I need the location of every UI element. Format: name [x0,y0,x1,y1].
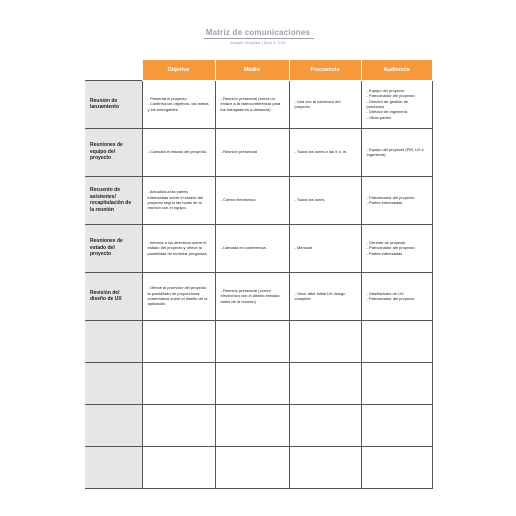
empty-table-cell [361,404,432,446]
cell-text: - Otras partes [366,114,391,120]
cell-text: - Mensual [294,245,313,251]
cell-text: - Confirma los objetivos, las metas y los entregables [147,101,209,112]
table-cell [215,80,289,128]
cell-text: - Ofrece al promotor del proyecto la posibilidad de proporcionar comentarios sobre el diseño de la aplicación. [147,285,208,307]
table-cell [215,272,289,320]
cell-text: - Informa a los directivos sobre el estado del proyecto y ofrece la posibilidad de formular preguntas. [147,239,208,256]
cell-text: - Todos los lunes [294,197,325,203]
empty-table-cell [289,320,361,362]
table-cell [289,224,361,272]
document-subtitle: Sample Template | Abril 3, 2021 [229,40,287,45]
cell-text: - Equipo del proyecto (PM, UX e Ingeniería) [366,146,424,157]
cell-text: - Diseñadores de UX [366,290,404,296]
table-cell [289,272,361,320]
empty-table-cell [289,446,361,488]
communication-matrix-table [85,60,433,489]
table-row [85,176,432,224]
cell-text: - Partes interesadas [366,250,403,256]
title-divider [204,38,314,39]
cell-text: - Patrocinador del proyecto [366,194,415,200]
table-cell [142,128,215,176]
table-cell [361,272,432,320]
table-cell [142,224,215,272]
empty-table-cell [142,404,215,446]
table-cell [289,176,361,224]
cell-text: - Reunión presencial (correo electrónico con el diseño enviado antes de la reunión) [220,287,280,304]
row-label: Revisión del diseño de UX [85,272,142,320]
cell-text: - Patrocinador del proyecto [366,296,415,301]
cell-text: - Consulta el estado del proyecto. [147,149,208,155]
empty-table-cell [215,404,289,446]
empty-table-row [85,404,432,446]
table-cell [215,176,289,224]
table-cell [142,272,215,320]
row-label: Reuniones de equipo del proyecto [85,128,142,176]
table-row [85,272,432,320]
cell-text: - Gerente de proyecto [366,239,406,245]
table-cell [142,80,215,128]
table-cell [361,80,432,128]
empty-row-label [85,404,142,446]
empty-table-cell [361,446,432,488]
document-title: Matriz de comunicaciones [205,28,311,37]
cell-text: - Reunión presencial [220,149,258,155]
table-row [85,224,432,272]
empty-table-row [85,320,432,362]
empty-table-cell [289,404,361,446]
table-cell [215,128,289,176]
empty-table-row [85,362,432,404]
table-cell [361,128,432,176]
table-row [85,80,432,128]
cell-text: - Director de gestión de productos [366,98,409,109]
table-cell [361,176,432,224]
header-medium: Medio [215,60,289,80]
cell-text: - Equipo del proyecto [366,87,405,93]
empty-table-cell [142,446,215,488]
table-cell [289,128,361,176]
cell-text: - Actualiza a las partes interesadas sobre el estado del proyecto según las notas de la reunión con el equipo. [147,189,204,211]
cell-text: - Patrocinador del proyecto [366,93,415,99]
empty-table-cell [361,362,432,404]
empty-table-cell [215,446,289,488]
empty-table-cell [215,320,289,362]
cell-text: - Una vez al comienzo del proyecto. [294,98,341,109]
matrix-body [85,80,432,488]
empty-table-row [85,446,432,488]
row-label: Recuento de asistentes/ recapitulación de la reunión [85,176,142,224]
cell-text: - Patrocinador del proyecto [366,245,415,251]
empty-row-label [85,446,142,488]
empty-table-cell [289,362,361,404]
table-cell [361,224,432,272]
cell-text: - Presenta el proyecto [147,95,187,101]
table-row [85,128,432,176]
empty-table-cell [142,320,215,362]
cell-text: - Llamada en conferencia. [220,245,267,251]
header-row [85,60,432,80]
row-label: Reunión de lanzamiento [85,80,142,128]
header-objective: Objetivo [142,60,215,80]
cell-text: - Partes interesadas [366,200,403,205]
empty-table-cell [215,362,289,404]
table-cell [215,224,289,272]
empty-row-label [85,320,142,362]
empty-table-cell [361,320,432,362]
row-label: Reuniones de estado del proyecto [85,224,142,272]
empty-row-label [85,362,142,404]
header-frequency: Frecuencia [289,60,361,80]
empty-table-cell [142,362,215,404]
header-corner [85,60,142,80]
table-cell [142,176,215,224]
table-cell [289,80,361,128]
cell-text: - Todos los lunes a las 9 a. m. [294,149,348,155]
cell-text: - Correo electrónico [220,197,256,203]
cell-text: - Reunión presencial (envía un enlace a la videoconferencia para los trabajadores a distancia) [220,95,281,112]
cell-text: - Once after initial UX design complete [294,290,346,301]
header-audience: Audiencia [361,60,432,80]
cell-text: - Director de ingeniería [366,109,408,115]
